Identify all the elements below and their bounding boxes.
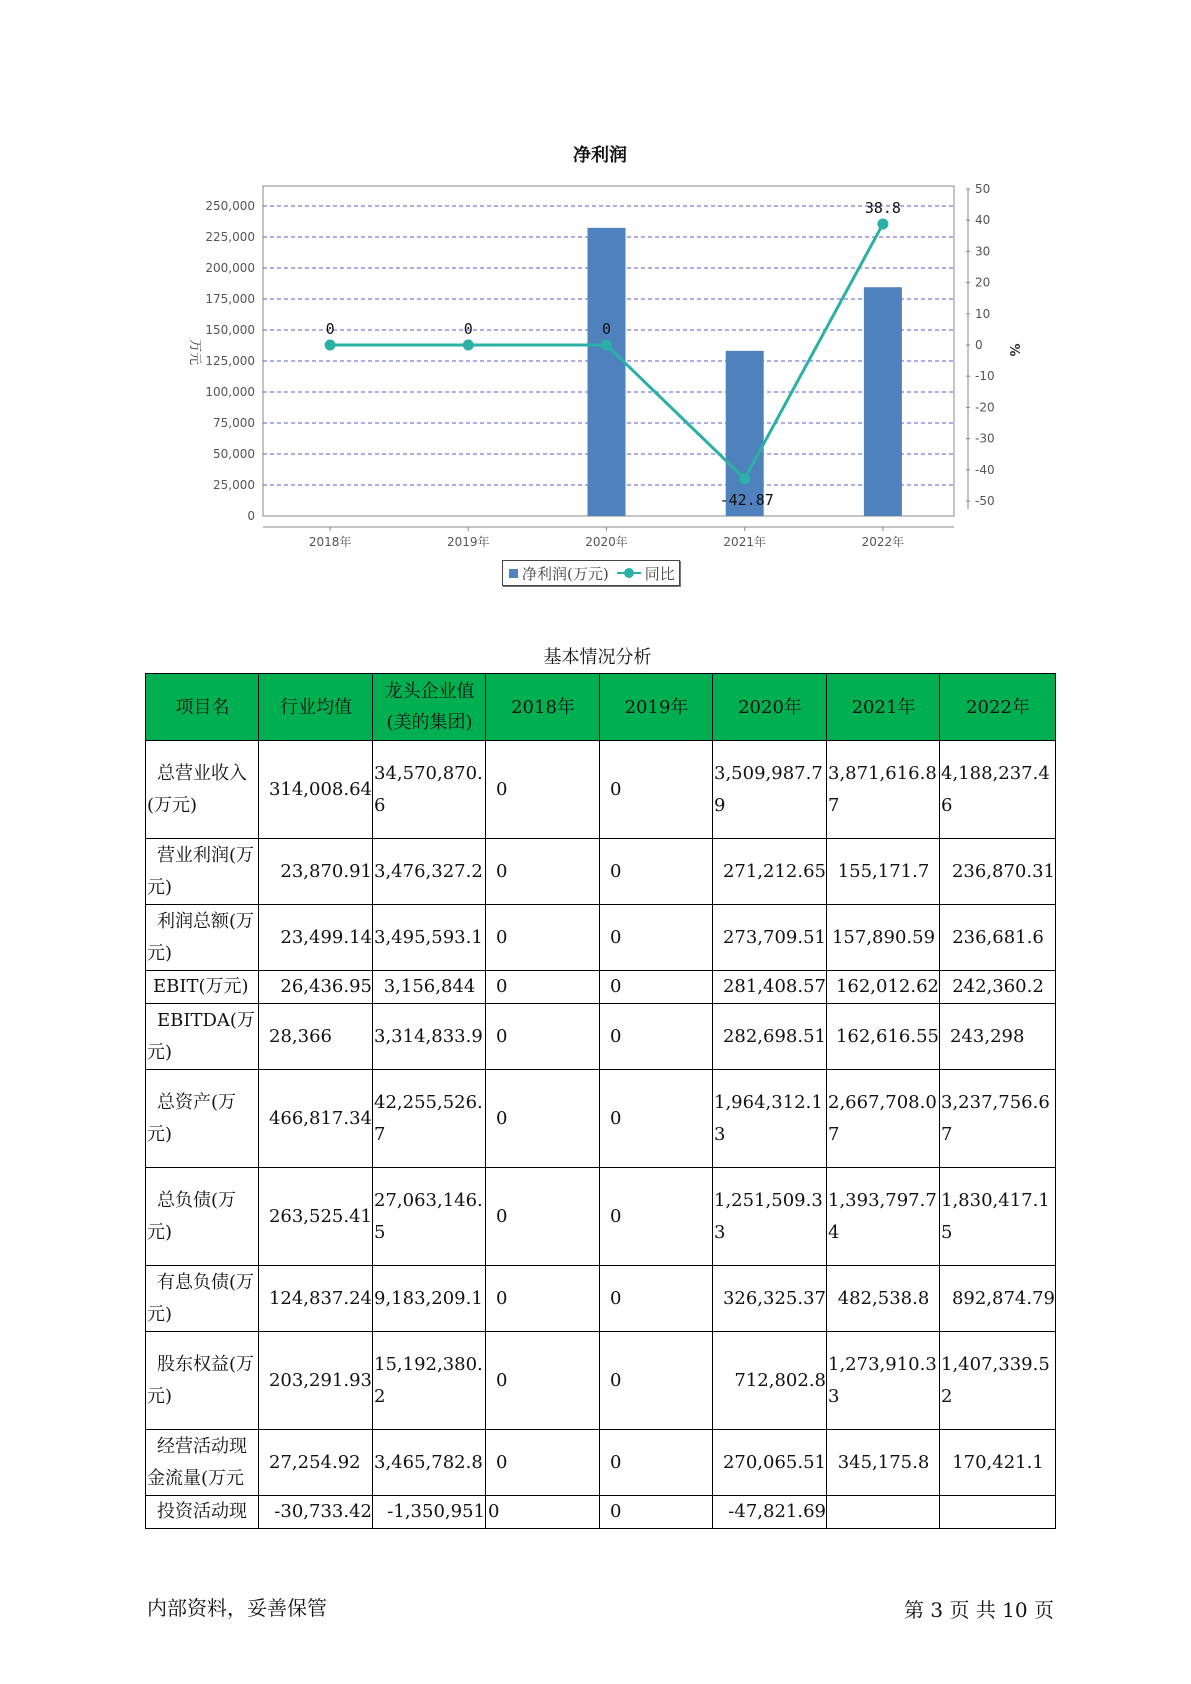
y2-tick-label: -10 xyxy=(975,369,995,384)
yoy-point xyxy=(463,340,474,351)
cell-2021: 157,890.59 xyxy=(827,905,940,971)
cell-2020: 270,065.51 xyxy=(713,1430,827,1496)
cell-leader-value: 3,476,327.2 xyxy=(373,839,486,905)
cell-industry-average: 263,525.41 xyxy=(259,1168,373,1266)
table-header-row xyxy=(146,674,1056,741)
legend-label-yoy: 同比 xyxy=(644,564,675,583)
yoy-data-label: 0 xyxy=(325,320,335,338)
header-2022: 2022年 xyxy=(940,674,1056,741)
y-tick-label: 100,000 xyxy=(205,385,255,399)
cell-leader-value: -1,350,951 xyxy=(373,1496,486,1529)
cell-2020: 282,698.51 xyxy=(713,1004,827,1070)
yoy-point xyxy=(877,218,888,229)
y-tick-label: 125,000 xyxy=(205,354,255,368)
cell-2018: 0 xyxy=(486,1070,600,1168)
cell-2022: 242,360.2 xyxy=(940,971,1056,1004)
cell-2022: 1,830,417.15 xyxy=(940,1168,1056,1266)
table-row xyxy=(146,1496,1056,1529)
cell-2019: 0 xyxy=(600,1004,713,1070)
row-label: 总资产(万元) xyxy=(146,1070,259,1168)
cell-2020: 271,212.65 xyxy=(713,839,827,905)
row-label: 投资活动现 xyxy=(146,1496,259,1529)
yoy-data-label: 0 xyxy=(463,320,473,338)
table-row xyxy=(146,1430,1056,1496)
cell-2019: 0 xyxy=(600,1266,713,1332)
cell-industry-average: 124,837.24 xyxy=(259,1266,373,1332)
y2-tick-label: -20 xyxy=(975,400,995,415)
cell-2022: 236,870.31 xyxy=(940,839,1056,905)
y2-tick-label: 40 xyxy=(975,213,991,228)
cell-2022: 3,237,756.67 xyxy=(940,1070,1056,1168)
chart-legend xyxy=(502,560,680,586)
header-leader-value: 龙头企业值(美的集团) xyxy=(373,674,486,741)
row-label: 经营活动现金流量(万元 xyxy=(146,1430,259,1496)
cell-2020: 273,709.51 xyxy=(713,905,827,971)
cell-2020: 712,802.8 xyxy=(713,1332,827,1430)
y-tick-label: 250,000 xyxy=(205,199,255,213)
cell-2021: 155,171.7 xyxy=(827,839,940,905)
bar-net-profit xyxy=(588,228,626,516)
basic-analysis-table xyxy=(145,673,1056,1529)
cell-leader-value: 3,495,593.1 xyxy=(373,905,486,971)
header-2019: 2019年 xyxy=(600,674,713,741)
header-2020: 2020年 xyxy=(713,674,827,741)
row-label: 营业利润(万元) xyxy=(146,839,259,905)
row-label: EBITDA(万元) xyxy=(146,1004,259,1070)
yoy-point xyxy=(325,340,336,351)
row-label: 股东权益(万元) xyxy=(146,1332,259,1430)
table-row xyxy=(146,1168,1056,1266)
row-label: 总负债(万元) xyxy=(146,1168,259,1266)
yoy-data-label: 38.8 xyxy=(864,198,901,217)
x-tick-label: 2022年 xyxy=(861,535,905,549)
cell-2022: 236,681.6 xyxy=(940,905,1056,971)
cell-2018: 0 xyxy=(486,1332,600,1430)
y2-tick-label: -40 xyxy=(975,462,995,477)
line-legend-swatch xyxy=(617,572,641,574)
header-2018: 2018年 xyxy=(486,674,600,741)
cell-industry-average: 203,291.93 xyxy=(259,1332,373,1430)
cell-2020: -47,821.69 xyxy=(713,1496,827,1529)
cell-2018: 0 xyxy=(486,905,600,971)
cell-2021: 1,273,910.33 xyxy=(827,1332,940,1430)
cell-industry-average: -30,733.42 xyxy=(259,1496,373,1529)
cell-2018: 0 xyxy=(486,839,600,905)
cell-industry-average: 23,499.14 xyxy=(259,905,373,971)
cell-2021: 345,175.8 xyxy=(827,1430,940,1496)
row-label: EBIT(万元) xyxy=(146,971,259,1004)
net-profit-chart xyxy=(0,0,1191,600)
table-row xyxy=(146,1070,1056,1168)
table-row xyxy=(146,839,1056,905)
cell-2018: 0 xyxy=(486,1266,600,1332)
cell-industry-average: 23,870.91 xyxy=(259,839,373,905)
right-axis xyxy=(966,182,995,509)
cell-2021: 2,667,708.07 xyxy=(827,1070,940,1168)
row-label: 有息负债(万元) xyxy=(146,1266,259,1332)
table-row xyxy=(146,971,1056,1004)
cell-2018: 0 xyxy=(486,741,600,839)
cell-2020: 326,325.37 xyxy=(713,1266,827,1332)
bar-legend-swatch xyxy=(509,569,518,578)
cell-2018: 0 xyxy=(486,1496,600,1529)
cell-2019: 0 xyxy=(600,1070,713,1168)
cell-leader-value: 27,063,146.5 xyxy=(373,1168,486,1266)
cell-2021: 3,871,616.87 xyxy=(827,741,940,839)
cell-industry-average: 28,366 xyxy=(259,1004,373,1070)
cell-2019: 0 xyxy=(600,839,713,905)
chart-title: 净利润 xyxy=(573,145,627,166)
y2-tick-label: 30 xyxy=(975,244,991,259)
yoy-data-label: -42.87 xyxy=(719,490,774,509)
cell-2021: 162,616.55 xyxy=(827,1004,940,1070)
cell-2019: 0 xyxy=(600,905,713,971)
left-axis xyxy=(205,199,255,523)
y-tick-label: 150,000 xyxy=(205,323,255,337)
y2-tick-label: -30 xyxy=(975,431,995,446)
cell-2019: 0 xyxy=(600,1496,713,1529)
cell-2021: 482,538.8 xyxy=(827,1266,940,1332)
y2-tick-label: 10 xyxy=(975,306,991,321)
x-tick-label: 2021年 xyxy=(723,535,766,549)
cell-2019: 0 xyxy=(600,741,713,839)
cell-leader-value: 3,314,833.9 xyxy=(373,1004,486,1070)
cell-2022: 170,421.1 xyxy=(940,1430,1056,1496)
header-2021: 2021年 xyxy=(827,674,940,741)
cell-2019: 0 xyxy=(600,1430,713,1496)
cell-leader-value: 34,570,870.6 xyxy=(373,741,486,839)
cell-2021 xyxy=(827,1496,940,1529)
y2-tick-label: 50 xyxy=(975,182,991,196)
cell-2018: 0 xyxy=(486,971,600,1004)
cell-2021: 1,393,797.74 xyxy=(827,1168,940,1266)
y2-tick-label: 0 xyxy=(975,338,983,352)
table-row xyxy=(146,1004,1056,1070)
cell-industry-average: 27,254.92 xyxy=(259,1430,373,1496)
legend-label-net-profit: 净利润(万元) xyxy=(522,564,609,583)
cell-2020: 3,509,987.79 xyxy=(713,741,827,839)
y-tick-label: 50,000 xyxy=(213,447,255,461)
cell-2022 xyxy=(940,1496,1056,1529)
y-axis-label: 万元 xyxy=(187,338,202,366)
cell-2022: 243,298 xyxy=(940,1004,1056,1070)
yoy-point xyxy=(601,340,612,351)
cell-2020: 1,251,509.33 xyxy=(713,1168,827,1266)
cell-leader-value: 3,465,782.8 xyxy=(373,1430,486,1496)
row-label: 总营业收入(万元) xyxy=(146,741,259,839)
cell-industry-average: 314,008.64 xyxy=(259,741,373,839)
cell-2020: 1,964,312.13 xyxy=(713,1070,827,1168)
cell-2022: 4,188,237.46 xyxy=(940,741,1056,839)
x-tick-label: 2018年 xyxy=(308,535,352,549)
table-row xyxy=(146,741,1056,839)
y-tick-label: 25,000 xyxy=(213,478,255,492)
y2-axis-label: % xyxy=(1006,343,1021,357)
cell-2020: 281,408.57 xyxy=(713,971,827,1004)
header-industry-average: 行业均值 xyxy=(259,674,373,741)
x-axis xyxy=(263,527,954,549)
y-tick-label: 75,000 xyxy=(213,416,255,430)
y-tick-label: 225,000 xyxy=(205,230,255,244)
bar-net-profit xyxy=(864,287,902,516)
cell-leader-value: 3,156,844 xyxy=(373,971,486,1004)
cell-2022: 1,407,339.52 xyxy=(940,1332,1056,1430)
cell-2018: 0 xyxy=(486,1168,600,1266)
cell-leader-value: 42,255,526.7 xyxy=(373,1070,486,1168)
cell-2021: 162,012.62 xyxy=(827,971,940,1004)
cell-leader-value: 9,183,209.1 xyxy=(373,1266,486,1332)
row-label: 利润总额(万元) xyxy=(146,905,259,971)
y-tick-label: 200,000 xyxy=(205,261,255,275)
cell-2018: 0 xyxy=(486,1004,600,1070)
footer-page-number: 第 3 页 共 10 页 xyxy=(904,1598,1054,1622)
header-item-name: 项目名 xyxy=(146,674,259,741)
yoy-data-label: 0 xyxy=(601,320,612,338)
cell-2022: 892,874.79 xyxy=(940,1266,1056,1332)
y2-tick-label: 20 xyxy=(975,275,991,290)
table-row xyxy=(146,1332,1056,1430)
y-tick-label: 0 xyxy=(247,509,255,523)
table-row xyxy=(146,1266,1056,1332)
x-tick-label: 2020年 xyxy=(585,535,628,549)
cell-2019: 0 xyxy=(600,971,713,1004)
cell-industry-average: 26,436.95 xyxy=(259,971,373,1004)
cell-2019: 0 xyxy=(600,1168,713,1266)
cell-2019: 0 xyxy=(600,1332,713,1430)
x-tick-label: 2019年 xyxy=(447,535,490,549)
table-row xyxy=(146,905,1056,971)
y2-tick-label: -50 xyxy=(975,494,995,508)
cell-leader-value: 15,192,380.2 xyxy=(373,1332,486,1430)
cell-industry-average: 466,817.34 xyxy=(259,1070,373,1168)
yoy-point xyxy=(739,473,750,484)
y-tick-label: 175,000 xyxy=(205,292,255,306)
footer-confidential-note: 内部资料，妥善保管 xyxy=(147,1596,327,1620)
cell-2018: 0 xyxy=(486,1430,600,1496)
table-caption: 基本情况分析 xyxy=(543,647,652,668)
